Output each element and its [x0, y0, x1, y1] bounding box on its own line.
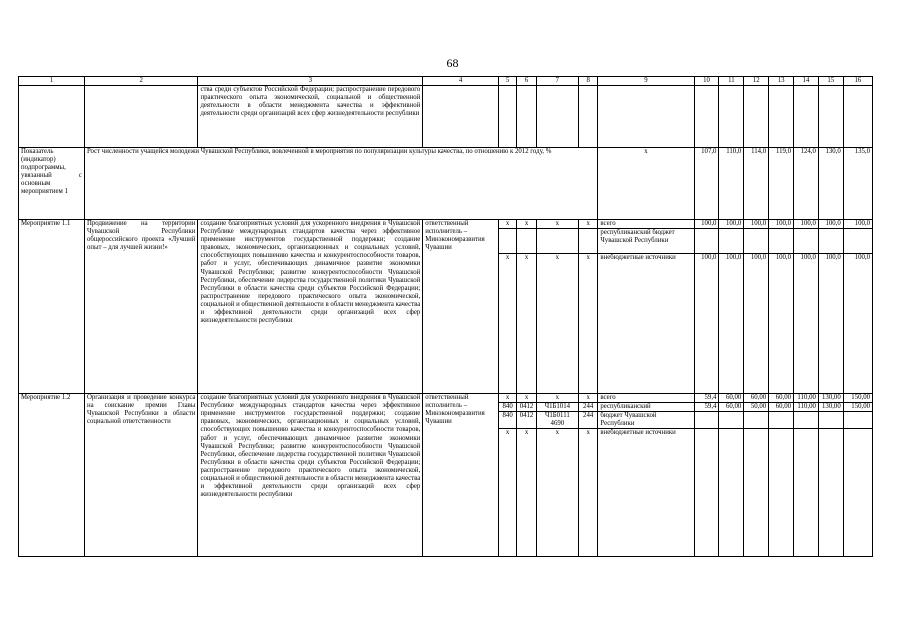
- value-cell: 100,0: [744, 220, 769, 229]
- measure-name: Организация и проведение конкурса на соискание премии Главы Чувашской Республики в области социальной ответственности: [84, 394, 198, 557]
- code-cell: х: [578, 220, 597, 229]
- value-cell: 59,4: [694, 394, 719, 403]
- code-cell: х: [578, 394, 597, 403]
- measure-row: [19, 394, 873, 403]
- code-cell: [578, 229, 597, 254]
- code-cell: х: [498, 429, 516, 557]
- code-cell: 840: [498, 412, 516, 429]
- measure-executor: ответственный исполнитель – Минэкономразвития Чувашии: [423, 394, 499, 557]
- value-cell: 100,0: [818, 254, 843, 394]
- value-cell: 100,0: [843, 254, 872, 394]
- code-cell: 0412: [517, 403, 536, 412]
- indicator-label: Показатель (индикатор) подпрограммы, увязанный с основным мероприятием 1: [19, 148, 85, 220]
- indicator-value: 124,0: [794, 148, 819, 220]
- code-cell: х: [578, 429, 597, 557]
- col-header: 5: [498, 77, 516, 86]
- value-cell: 150,00: [843, 394, 872, 403]
- code-cell: Ч1Б0111 4690: [536, 412, 578, 429]
- indicator-value: 135,0: [843, 148, 872, 220]
- value-cell: 100,0: [719, 254, 744, 394]
- code-cell: х: [498, 254, 516, 394]
- source-cell: бюджет Чувашской Республики: [598, 412, 694, 429]
- page-number: 68: [446, 56, 459, 70]
- measure-executor: ответственный исполнитель – Минэкономразвития Чувашии: [423, 220, 499, 394]
- continuation-row: [19, 86, 873, 148]
- value-cell: 100,0: [794, 254, 819, 394]
- col-header: 10: [694, 77, 719, 86]
- col-header: 14: [794, 77, 819, 86]
- goal-text: ства среди субъектов Российской Федерации; распространение передового практического опыта экономической, социальной и общественной деятельности в области менеджмента качества и эффективной деятельности среди организаций всех сфер жизнедеятельности республики: [198, 86, 423, 148]
- value-cell: 100,0: [769, 220, 794, 229]
- value-cell: 100,0: [818, 220, 843, 229]
- indicator-value: 130,0: [818, 148, 843, 220]
- measure-goal: создание благоприятных условий для ускоренного внедрения в Чувашской Республике международных стандартов качества через эффективное применение инструментов государственной поддержки; создание правовых, экономических, организационных и социальных условий, способствующих повышению качества и конкурентоспособности товаров, работ и услуг, обеспечивающих динамичное развитие экономики Чувашской Республики; развитие конкурентоспособности Чувашской Республики, обеспечение лидерства государственной политики Чувашской Республики в области качества среди субъектов Российской Федерации; распространение передового практического опыта экономической, социальной и общественной деятельности в области менеджмента качества и эффективной деятельности среди организаций всех сфер жизнедеятельности республики: [198, 220, 423, 394]
- value-cell: 100,0: [794, 220, 819, 229]
- measure-name: Продвижение на территории Чувашской Республики общероссийского проекта «Лучший опыт – для лучшей жизни!»: [84, 220, 198, 394]
- value-cell: 100,0: [719, 220, 744, 229]
- col-header: 13: [769, 77, 794, 86]
- value-cell: 130,00: [818, 394, 843, 403]
- value-cell: 100,0: [769, 254, 794, 394]
- value-cell: 59,4: [694, 403, 719, 412]
- value-cell: 110,00: [794, 394, 819, 403]
- value-cell: 60,00: [719, 394, 744, 403]
- code-cell: [498, 229, 516, 254]
- measure-goal: создание благоприятных условий для ускоренного внедрения в Чувашской Республике международных стандартов качества через эффективное применение инструментов государственной поддержки; создание правовых, экономических, организационных и социальных условий, способствующих повышению качества и конкурентоспособности товаров, работ и услуг, обеспечивающих динамичное развитие экономики Чувашской Республики; развитие конкурентоспособности Чувашской Республики, обеспечение лидерства государственной политики Чувашской Республики в области качества среди субъектов Российской Федерации; распространение передового практического опыта экономической, социальной и общественной деятельности в области менеджмента качества и эффективной деятельности среди организаций всех сфер жизнедеятельности республики: [198, 394, 423, 557]
- code-cell: х: [536, 429, 578, 557]
- value-cell: 110,00: [794, 403, 819, 412]
- col-header: 12: [744, 77, 769, 86]
- code-cell: [517, 229, 536, 254]
- indicator-value: 110,0: [719, 148, 744, 220]
- code-cell: х: [498, 220, 516, 229]
- col-header: 3: [198, 77, 423, 86]
- col-header: 11: [719, 77, 744, 86]
- source-cell: внебюджетные источники: [598, 254, 694, 394]
- code-cell: х: [536, 220, 578, 229]
- code-cell: 840: [498, 403, 516, 412]
- code-cell: х: [536, 254, 578, 394]
- code-cell: х: [536, 394, 578, 403]
- measure-row: [19, 220, 873, 229]
- value-cell: 60,00: [769, 394, 794, 403]
- col-header: 2: [84, 77, 198, 86]
- code-cell: 244: [578, 403, 597, 412]
- source-cell: республиканский: [598, 403, 694, 412]
- indicator-col9: х: [598, 148, 694, 220]
- indicator-text: Рост численности учащейся молодежи Чувашской Республики, вовлеченной в мероприятия по популяризации культуры качества, по отношению к 2012 году, %: [84, 148, 597, 220]
- source-cell: республиканский бюджет Чувашской Республики: [598, 229, 694, 254]
- indicator-value: 119,0: [769, 148, 794, 220]
- code-cell: [536, 229, 578, 254]
- value-cell: 60,00: [719, 403, 744, 412]
- col-header: 7: [536, 77, 578, 86]
- value-cell: 100,0: [744, 254, 769, 394]
- col-header: 16: [843, 77, 872, 86]
- value-cell: 150,00: [843, 403, 872, 412]
- value-cell: 100,0: [694, 220, 719, 229]
- indicator-row: [19, 148, 873, 220]
- code-cell: х: [498, 394, 516, 403]
- code-cell: х: [517, 220, 536, 229]
- value-cell: 60,00: [769, 403, 794, 412]
- code-cell: 0412: [517, 412, 536, 429]
- indicator-value: 107,0: [694, 148, 719, 220]
- value-cell: 50,00: [744, 403, 769, 412]
- code-cell: х: [517, 429, 536, 557]
- value-cell: 100,0: [694, 254, 719, 394]
- measure-label: Мероприятие 1.2: [19, 394, 85, 557]
- source-cell: всего: [598, 220, 694, 229]
- indicator-value: 114,0: [744, 148, 769, 220]
- col-header: 9: [598, 77, 694, 86]
- source-cell: внебюджетные источники: [598, 429, 694, 557]
- col-header: 8: [578, 77, 597, 86]
- value-cell: 100,0: [843, 220, 872, 229]
- header-row: [19, 77, 873, 86]
- code-cell: 244: [578, 412, 597, 429]
- value-cell: 60,00: [744, 394, 769, 403]
- code-cell: х: [578, 254, 597, 394]
- value-cell: 130,00: [818, 403, 843, 412]
- col-header: 1: [19, 77, 85, 86]
- code-cell: х: [517, 254, 536, 394]
- code-cell: Ч1Б1014: [536, 403, 578, 412]
- col-header: 4: [423, 77, 499, 86]
- source-cell: всего: [598, 394, 694, 403]
- col-header: 15: [818, 77, 843, 86]
- measure-label: Мероприятие 1.1: [19, 220, 85, 394]
- code-cell: х: [517, 394, 536, 403]
- program-table: [18, 76, 873, 557]
- col-header: 6: [517, 77, 536, 86]
